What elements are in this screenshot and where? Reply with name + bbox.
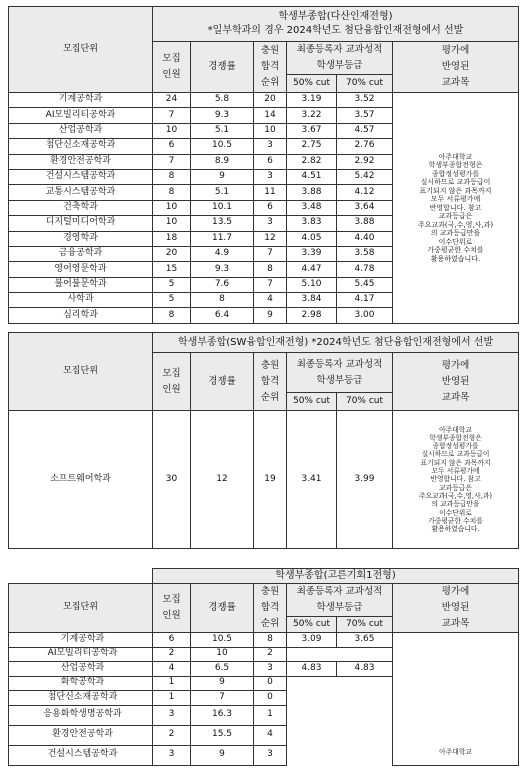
cell-rate: 9 — [191, 745, 254, 765]
cell-unit: 기계공학과 — [9, 633, 153, 648]
header-rank: 충원 합격 순위 — [254, 42, 287, 93]
header-cut50: 50% cut — [287, 617, 337, 633]
header-quota: 모집 인원 — [153, 42, 191, 93]
cell-unit: 사학과 — [9, 293, 153, 308]
header-rate: 경쟁률 — [191, 353, 254, 411]
cell-rate: 8 — [191, 293, 254, 308]
cell-rate: 6.4 — [191, 308, 254, 323]
cell-unit: 화학공학과 — [9, 676, 153, 691]
cell-cut50: 4.51 — [287, 169, 337, 184]
cell-rate: 11.7 — [191, 231, 254, 246]
cell-rate: 10.1 — [191, 200, 254, 215]
cell-cut50: 3.19 — [287, 93, 337, 108]
cell-cut50: 3.41 — [287, 411, 337, 549]
cell-rate: 9 — [191, 676, 254, 691]
cell-rank: 12 — [254, 231, 287, 246]
cell-unit: 산업공학과 — [9, 662, 153, 677]
cell-rate: 9.3 — [191, 108, 254, 123]
title-text: 학생부종합(다산인재전형) — [278, 11, 393, 22]
cell-cut70: 5.42 — [337, 169, 393, 184]
cell-quota: 15 — [153, 262, 191, 277]
cell-cut50 — [287, 705, 337, 725]
cell-rank: 6 — [254, 154, 287, 169]
cell-rank: 3 — [254, 745, 287, 765]
table-fair-opportunity — [8, 568, 519, 766]
cell-unit: 첨단신소재공학과 — [9, 139, 153, 154]
cell-unit: 소프트웨어학과 — [9, 411, 153, 549]
cell-rate: 8.9 — [191, 154, 254, 169]
cell-quota: 3 — [153, 705, 191, 725]
cell-rate: 9.3 — [191, 262, 254, 277]
cell-unit: 교통시스템공학과 — [9, 185, 153, 200]
cell-rate: 15.5 — [191, 725, 254, 745]
cell-rank: 4 — [254, 725, 287, 745]
cell-cut70: 3.88 — [337, 216, 393, 231]
cell-rate: 16.3 — [191, 705, 254, 725]
cell-cut70: 4.17 — [337, 293, 393, 308]
cell-cut50: 3.48 — [287, 200, 337, 215]
table-sw — [8, 332, 519, 549]
header-quota: 모집 인원 — [153, 353, 191, 411]
cell-cut50: 5.10 — [287, 277, 337, 292]
cell-quota: 8 — [153, 308, 191, 323]
cell-rate: 10 — [191, 647, 254, 662]
cell-quota: 3 — [153, 745, 191, 765]
note-text: 아주대학교 학생부종합전형은 종합정성평가를 실시하므로 교과등급이 표기되지 않은 과목까지 모두 서류평가에 반영합니다. 참고 교과등급은 주요교과(국,수,영,사,과) 의 교과등급만을 이수단위로 가중평균한 수치를 활용하였습니다. — [393, 411, 519, 549]
cell-cut50: 3.22 — [287, 108, 337, 123]
cell-rank: 11 — [254, 185, 287, 200]
cell-rank: 7 — [254, 246, 287, 261]
cell-rate: 7.6 — [191, 277, 254, 292]
cell-cut50 — [287, 725, 337, 745]
header-grade: 최종등록자 교과성적 학생부등급 — [287, 584, 393, 617]
header-rate: 경쟁률 — [191, 42, 254, 93]
header-cut50: 50% cut — [287, 393, 337, 411]
header-unit: 모집단위 — [9, 584, 153, 633]
cell-rate: 13.5 — [191, 216, 254, 231]
note-text: 아주대학교 — [393, 633, 519, 766]
cell-cut50: 2.82 — [287, 154, 337, 169]
cell-rate: 10.5 — [191, 139, 254, 154]
cell-cut70: 5.45 — [337, 277, 393, 292]
cell-rate: 9 — [191, 169, 254, 184]
header-cut70: 70% cut — [337, 617, 393, 633]
header-subjects: 평가에 반영된 교과목 — [393, 42, 519, 93]
cell-unit: 건설시스템공학과 — [9, 169, 153, 184]
table-title — [153, 7, 519, 42]
cell-cut70: 3.00 — [337, 308, 393, 323]
cell-rank: 1 — [254, 705, 287, 725]
cell-unit: 디지털미디어학과 — [9, 216, 153, 231]
cell-rank: 9 — [254, 308, 287, 323]
cell-cut50 — [287, 691, 337, 706]
cell-cut50 — [287, 745, 337, 765]
cell-cut50: 4.83 — [287, 662, 337, 677]
header-unit: 모집단위 — [9, 7, 153, 93]
cell-quota: 8 — [153, 185, 191, 200]
header-rate: 경쟁률 — [191, 584, 254, 633]
cell-unit: 환경안전공학과 — [9, 154, 153, 169]
cell-quota: 10 — [153, 200, 191, 215]
cell-quota: 20 — [153, 246, 191, 261]
cell-quota: 1 — [153, 691, 191, 706]
cell-quota: 2 — [153, 647, 191, 662]
header-unit: 모집단위 — [9, 333, 153, 411]
cell-unit: 첨단신소재공학과 — [9, 691, 153, 706]
cell-cut70 — [337, 647, 393, 662]
cell-cut70: 2.92 — [337, 154, 393, 169]
table-row — [9, 93, 519, 108]
cell-quota: 30 — [153, 411, 191, 549]
cell-unit: 영어영문학과 — [9, 262, 153, 277]
cell-quota: 7 — [153, 108, 191, 123]
cell-quota: 5 — [153, 293, 191, 308]
cell-cut50: 4.47 — [287, 262, 337, 277]
cell-quota: 5 — [153, 277, 191, 292]
cell-cut70: 3.58 — [337, 246, 393, 261]
cell-rank: 6 — [254, 200, 287, 215]
cell-quota: 8 — [153, 169, 191, 184]
cell-rank: 10 — [254, 123, 287, 138]
header-rank: 충원 합격 순위 — [254, 353, 287, 411]
cell-rate: 5.8 — [191, 93, 254, 108]
cell-rank: 19 — [254, 411, 287, 549]
cell-rate: 12 — [191, 411, 254, 549]
cell-cut70: 3.64 — [337, 200, 393, 215]
cell-cut70: 2.76 — [337, 139, 393, 154]
cell-rate: 4.9 — [191, 246, 254, 261]
cell-cut50: 3.83 — [287, 216, 337, 231]
cell-cut50: 2.98 — [287, 308, 337, 323]
table-row — [9, 633, 519, 648]
cell-cut70: 4.78 — [337, 262, 393, 277]
cell-unit: 금융공학과 — [9, 246, 153, 261]
cell-cut50: 3.67 — [287, 123, 337, 138]
note-text: 아주대학교 학생부종합전형은 종합정성평가를 실시하므로 교과등급이 표기되지 않은 과목까지 모두 서류평가에 반영합니다. 참고 교과등급은 주요교과(국,수,영,사,과) 의 교과등급만을 이수단위로 가중평균한 수치를 활용하였습니다. — [393, 93, 519, 324]
cell-rank: 20 — [254, 93, 287, 108]
cell-rank: 3 — [254, 216, 287, 231]
cell-rank: 4 — [254, 293, 287, 308]
cell-rank: 8 — [254, 262, 287, 277]
cell-quota: 18 — [153, 231, 191, 246]
header-subjects: 평가에 반영된 교과목 — [393, 353, 519, 411]
cell-quota: 24 — [153, 93, 191, 108]
cell-quota: 7 — [153, 154, 191, 169]
cell-quota: 10 — [153, 216, 191, 231]
cell-cut50: 3.84 — [287, 293, 337, 308]
cell-cut70: 3.65 — [337, 633, 393, 648]
table-dasan — [8, 6, 519, 324]
cell-rank: 3 — [254, 662, 287, 677]
cell-rank: 14 — [254, 108, 287, 123]
cell-rate: 6.5 — [191, 662, 254, 677]
header-grade: 최종등록자 교과성적 학생부등급 — [287, 353, 393, 393]
cell-rank: 7 — [254, 277, 287, 292]
cell-rate: 7 — [191, 691, 254, 706]
cell-unit: 산업공학과 — [9, 123, 153, 138]
cell-quota: 2 — [153, 725, 191, 745]
table-title: 학생부종합(SW융합인재전형) *2024학년도 첨단융합인재전형에서 선발 — [153, 333, 519, 353]
cell-cut50 — [287, 647, 337, 662]
cell-cut70 — [337, 745, 393, 765]
cell-cut70 — [337, 705, 393, 725]
cell-cut70: 4.40 — [337, 231, 393, 246]
cell-rank: 2 — [254, 647, 287, 662]
cell-unit: AI모빌리티공학과 — [9, 647, 153, 662]
cell-cut50: 3.88 — [287, 185, 337, 200]
cell-cut50: 2.75 — [287, 139, 337, 154]
header-cut70: 70% cut — [337, 75, 393, 93]
cell-unit: 응용화학생명공학과 — [9, 705, 153, 725]
cell-cut70 — [337, 725, 393, 745]
cell-quota: 6 — [153, 139, 191, 154]
cell-unit: 기계공학과 — [9, 93, 153, 108]
cell-quota: 6 — [153, 633, 191, 648]
cell-unit: 건설시스템공학과 — [9, 745, 153, 765]
header-subjects: 평가에 반영된 교과목 — [393, 584, 519, 633]
cell-unit: 불어불문학과 — [9, 277, 153, 292]
cell-unit: 환경안전공학과 — [9, 725, 153, 745]
cell-unit: 경영학과 — [9, 231, 153, 246]
header-rank: 충원 합격 순위 — [254, 584, 287, 633]
cell-rate: 5.1 — [191, 123, 254, 138]
cell-unit: 건축학과 — [9, 200, 153, 215]
cell-rank: 3 — [254, 169, 287, 184]
cell-quota: 1 — [153, 676, 191, 691]
cell-cut70: 3.52 — [337, 93, 393, 108]
header-quota: 모집 인원 — [153, 584, 191, 633]
cell-cut70: 3.57 — [337, 108, 393, 123]
cell-rank: 0 — [254, 691, 287, 706]
cell-cut50: 4.05 — [287, 231, 337, 246]
cell-unit: 심리학과 — [9, 308, 153, 323]
cell-cut70 — [337, 676, 393, 691]
cell-cut70: 4.57 — [337, 123, 393, 138]
cell-cut70: 4.83 — [337, 662, 393, 677]
cell-rank: 3 — [254, 139, 287, 154]
cell-cut50: 3.39 — [287, 246, 337, 261]
cell-quota: 4 — [153, 662, 191, 677]
cell-rank: 8 — [254, 633, 287, 648]
cell-cut70: 4.12 — [337, 185, 393, 200]
header-cut70: 70% cut — [337, 393, 393, 411]
cell-rate: 10.5 — [191, 633, 254, 648]
cell-cut50: 3.09 — [287, 633, 337, 648]
cell-unit: AI모빌리티공학과 — [9, 108, 153, 123]
subtitle-text: *일부학과의 경우 2024학년도 첨단융합인재전형에서 선발 — [207, 25, 464, 36]
header-cut50: 50% cut — [287, 75, 337, 93]
cell-cut50 — [287, 676, 337, 691]
cell-rank: 0 — [254, 676, 287, 691]
cell-cut70 — [337, 691, 393, 706]
cell-cut70: 3.99 — [337, 411, 393, 549]
cell-rate: 5.1 — [191, 185, 254, 200]
cell-quota: 10 — [153, 123, 191, 138]
header-grade: 최종등록자 교과성적 학생부등급 — [287, 42, 393, 75]
table-title: 학생부종합(고른기회1전형) — [153, 569, 519, 584]
